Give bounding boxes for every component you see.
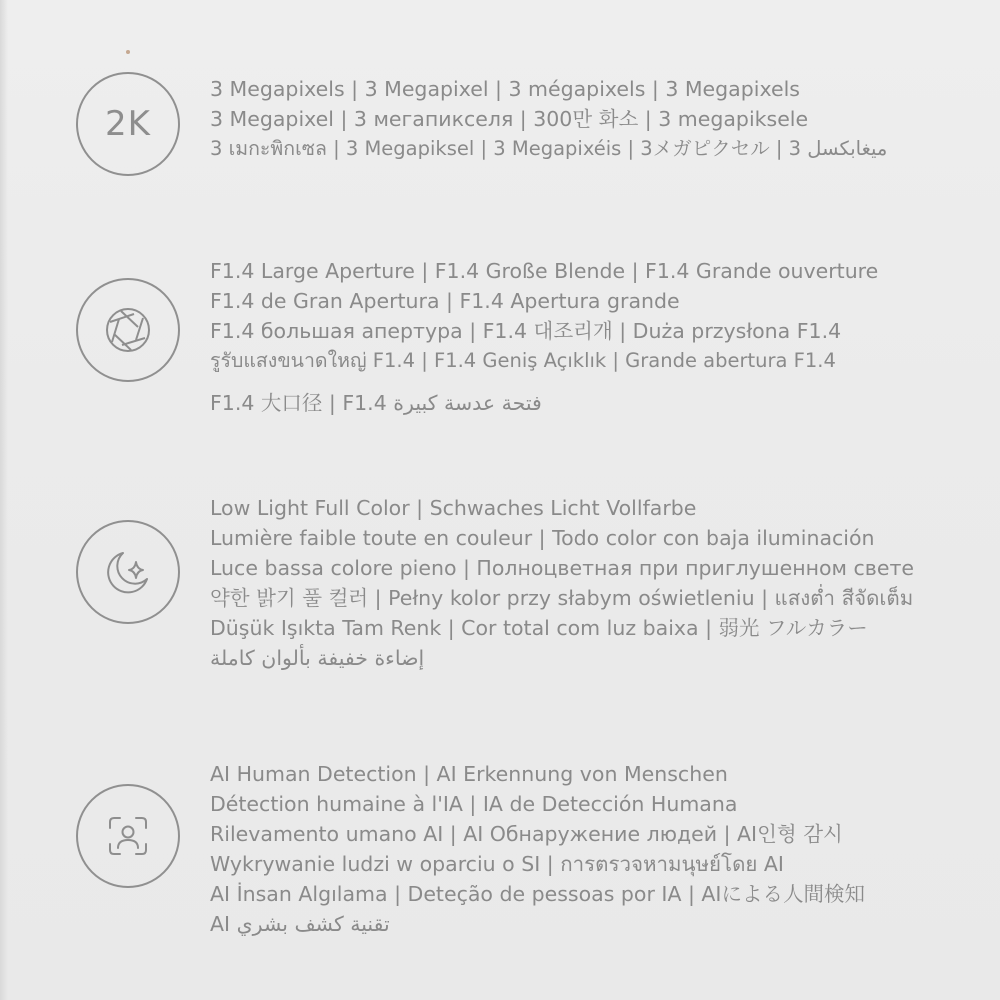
feature-line: Lumière faible toute en couleur | Todo color con baja iluminación [210,526,875,550]
face-scan-icon [76,784,180,888]
feature-line: AI Human Detection | AI Erkennung von Menschen [210,762,728,786]
feature-line: F1.4 de Gran Apertura | F1.4 Apertura grande [210,289,680,313]
edge-shadow [0,0,8,1000]
resolution-text-block [210,74,1000,164]
low-light-text-block [210,493,1000,673]
feature-line: 3 Megapixel | 3 мегапикселя | 300만 화소 | 3 megapiksele [210,107,809,131]
feature-line: Low Light Full Color | Schwaches Licht Vollfarbe [210,496,697,520]
feature-line: AI تقنية كشف بشري [210,912,390,936]
feature-line: Düşük Işıkta Tam Renk | Cor total com luz baixa | 弱光 フルカラー [210,616,868,640]
aperture-text-block [210,256,1000,418]
ai-detection-text-block [210,759,1000,939]
feature-line: Luce bassa colore pieno | Полноцветная при приглушенном свете [210,556,915,580]
feature-line: 3 เมกะพิกเซล | 3 Megapiksel | 3 Megapixéis | 3メガピクセル | 3 ميغابكسل [210,137,888,160]
feature-line: รูรับแสงขนาดใหญ่ F1.4 | F1.4 Geniş Açıklık | Grande abertura F1.4 [210,349,836,372]
feature-line: F1.4 大口径 | F1.4 فتحة عدسة كبيرة [210,391,542,415]
2k-badge-icon [76,72,180,176]
dust-speck [126,50,130,54]
feature-line: إضاءة خفيفة بألوان كاملة [210,646,425,670]
feature-line: F1.4 большая апертура | F1.4 대조리개 | Duża przysłona F1.4 [210,319,842,343]
feature-line: AI İnsan Algılama | Deteção de pessoas por IA | AIによる人間検知 [210,882,865,906]
feature-line: Détection humaine à l'IA | IA de Detección Humana [210,792,738,816]
aperture-icon [76,278,180,382]
feature-line: Wykrywanie ludzi w oparciu o SI | การตรวจหามนุษย์โดย AI [210,852,784,876]
moon-star-glyph [101,545,155,599]
aperture-glyph [101,303,155,357]
feature-line: F1.4 Large Aperture | F1.4 Große Blende | F1.4 Grande ouverture [210,259,879,283]
feature-line: 약한 밝기 풀 컬러 | Pełny kolor przy słabym oświetleniu | แสงต่ำ สีจัดเต็ม [210,586,914,610]
feature-line: 3 Megapixels | 3 Megapixel | 3 mégapixels | 3 Megapixels [210,77,800,101]
2k-badge-label: 2K [105,104,151,144]
feature-line: Rilevamento umano AI | AI Обнаружение людей | AI인형 감시 [210,822,843,846]
moon-star-icon [76,520,180,624]
face-scan-glyph [101,809,155,863]
